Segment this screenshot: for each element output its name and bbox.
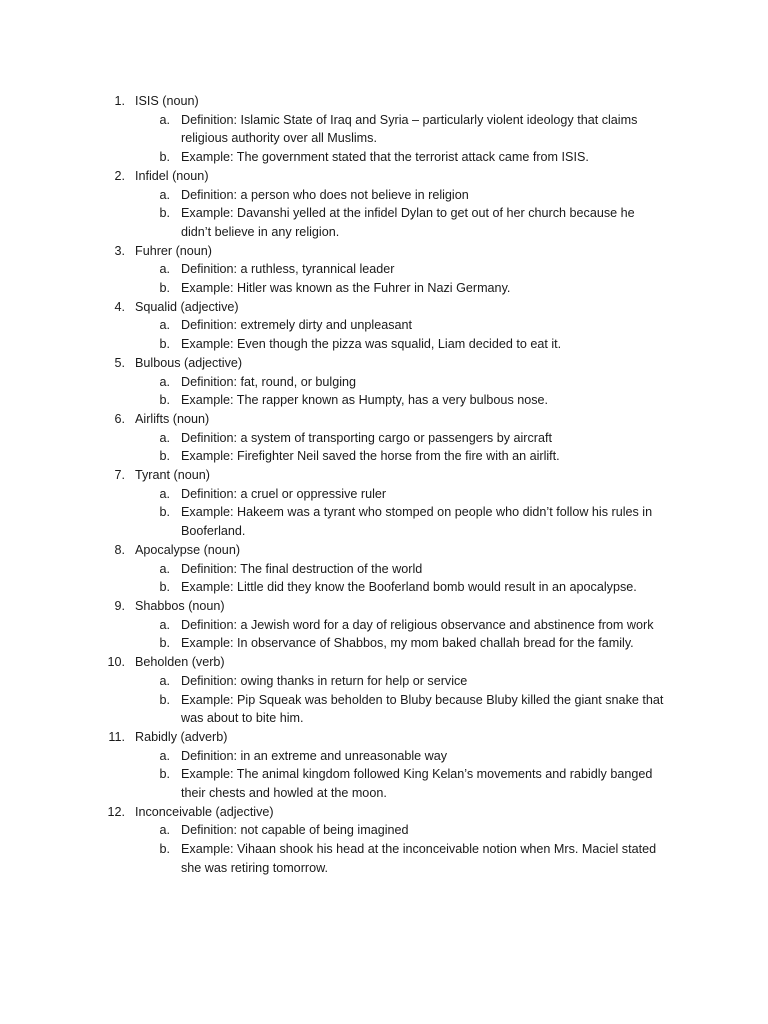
definition-row (0, 260, 768, 279)
definition-text: Definition: a system of transporting cargo or passengers by aircraft (181, 430, 552, 445)
term-row (0, 728, 768, 747)
vocab-entry (0, 354, 768, 410)
term-row (0, 354, 768, 373)
definition-text: Definition: The final destruction of the world (181, 561, 423, 576)
example-row (0, 148, 768, 167)
definition-row (0, 616, 768, 635)
definition-row (0, 429, 768, 448)
example-label: b. (159, 449, 170, 464)
example-text: Example: The government stated that the terrorist attack came from ISIS. (181, 150, 589, 165)
example-row (0, 840, 768, 877)
entry-number: 1. (114, 94, 125, 108)
term-text: Tyrant (noun) (135, 468, 210, 483)
example-text: Example: Davanshi yelled at the infidel Dylan to get out of her church because he didn’t believe in any religion. (181, 206, 635, 239)
vocab-entry (0, 803, 768, 878)
definition-text: Definition: fat, round, or bulging (181, 374, 357, 389)
term-text: Squalid (adjective) (135, 299, 239, 314)
term-row (0, 803, 768, 822)
definition-label: a. (159, 617, 170, 632)
example-text: Example: The animal kingdom followed King Kelan’s movements and rabidly banged their chests and howled at the moon. (181, 767, 653, 801)
definition-text: Definition: a person who does not believe in religion (181, 187, 469, 202)
term-row (0, 92, 768, 111)
example-row (0, 335, 768, 354)
term-text: Shabbos (noun) (135, 598, 225, 613)
example-text: Example: Hitler was known as the Fuhrer in Nazi Germany. (181, 281, 511, 296)
example-label: b. (159, 636, 170, 651)
definition-row (0, 485, 768, 504)
example-row (0, 279, 768, 298)
definition-text: Definition: not capable of being imagined (181, 823, 409, 838)
entry-number: 5. (114, 355, 125, 370)
term-text: Infidel (noun) (135, 168, 209, 183)
term-row (0, 167, 768, 186)
term-text: Apocalypse (noun) (135, 542, 241, 557)
term-text: Inconceivable (adjective) (135, 804, 274, 819)
term-row (0, 653, 768, 672)
entry-number: 4. (114, 299, 125, 314)
vocab-entry (0, 597, 768, 653)
vocab-entry (0, 92, 768, 167)
definition-label: a. (159, 187, 170, 202)
example-text: Example: In observance of Shabbos, my mom baked challah bread for the family. (181, 636, 634, 651)
example-label: b. (159, 150, 170, 165)
term-row (0, 541, 768, 560)
definition-label: a. (159, 262, 170, 277)
example-text: Example: The rapper known as Humpty, has a very bulbous nose. (181, 393, 549, 408)
example-label: b. (159, 842, 170, 857)
vocab-entry (0, 466, 768, 541)
entry-number: 10. (107, 655, 125, 670)
entry-number: 12. (107, 804, 125, 819)
definition-label: a. (159, 561, 170, 576)
example-row (0, 391, 768, 410)
vocabulary-list (0, 92, 768, 878)
definition-text: Definition: a cruel or oppressive ruler (181, 486, 387, 501)
example-text: Example: Hakeem was a tyrant who stomped on people who didn’t follow his rules in Booferland. (181, 505, 653, 539)
term-row (0, 298, 768, 317)
vocab-entry (0, 653, 768, 728)
definition-row (0, 560, 768, 579)
definition-label: a. (159, 112, 170, 127)
definition-label: a. (159, 486, 170, 501)
definition-label: a. (159, 318, 170, 333)
entry-number: 9. (114, 598, 125, 613)
definition-text: Definition: owing thanks in return for help or service (181, 673, 468, 688)
example-row (0, 765, 768, 802)
example-text: Example: Even though the pizza was squalid, Liam decided to eat it. (181, 337, 562, 352)
term-text: Beholden (verb) (135, 655, 225, 670)
entry-number: 2. (114, 168, 125, 183)
definition-row (0, 672, 768, 691)
example-label: b. (159, 393, 170, 408)
entry-number: 6. (114, 411, 125, 426)
definition-label: a. (159, 748, 170, 763)
example-label: b. (159, 505, 170, 520)
example-row (0, 634, 768, 653)
term-text: Rabidly (adverb) (135, 729, 228, 744)
term-row (0, 410, 768, 429)
term-text: Airlifts (noun) (135, 411, 210, 426)
term-row (0, 597, 768, 616)
example-text: Example: Pip Squeak was beholden to Bluby because Bluby killed the giant snake that was about to bite him. (181, 692, 664, 726)
example-label: b. (159, 767, 170, 782)
term-text: ISIS (noun) (135, 94, 199, 108)
definition-row (0, 821, 768, 840)
definition-label: a. (159, 430, 170, 445)
definition-row (0, 111, 768, 148)
entry-number: 7. (114, 468, 125, 483)
vocab-entry (0, 410, 768, 466)
example-row (0, 204, 768, 241)
definition-row (0, 186, 768, 205)
example-label: b. (159, 281, 170, 296)
term-row (0, 466, 768, 485)
definition-row (0, 316, 768, 335)
example-label: b. (159, 580, 170, 595)
entry-number: 8. (114, 542, 125, 557)
vocab-entry (0, 541, 768, 597)
term-text: Fuhrer (noun) (135, 243, 212, 258)
example-label: b. (159, 692, 170, 707)
definition-label: a. (159, 673, 170, 688)
vocab-entry (0, 167, 768, 242)
definition-text: Definition: a ruthless, tyrannical leader (181, 262, 395, 277)
definition-row (0, 373, 768, 392)
definition-label: a. (159, 374, 170, 389)
example-text: Example: Vihaan shook his head at the inconceivable notion when Mrs. Maciel stated she was retiring tomorrow. (181, 842, 657, 875)
term-text: Bulbous (adjective) (135, 355, 243, 370)
vocab-entry (0, 242, 768, 298)
example-row (0, 503, 768, 540)
example-label: b. (159, 337, 170, 352)
example-label: b. (159, 206, 170, 221)
example-row (0, 691, 768, 728)
definition-text: Definition: a Jewish word for a day of religious observance and abstinence from work (181, 617, 654, 632)
definition-text: Definition: extremely dirty and unpleasant (181, 318, 413, 333)
example-row (0, 578, 768, 597)
definition-text: Definition: in an extreme and unreasonable way (181, 748, 448, 763)
vocab-entry (0, 298, 768, 354)
term-row (0, 242, 768, 261)
example-text: Example: Firefighter Neil saved the horse from the fire with an airlift. (181, 449, 560, 464)
entry-number: 11. (108, 729, 125, 744)
definition-row (0, 747, 768, 766)
vocab-entry (0, 728, 768, 803)
definition-text: Definition: Islamic State of Iraq and Syria – particularly violent ideology that claims religious authority over all Muslims. (181, 112, 638, 146)
entry-number: 3. (114, 243, 125, 258)
definition-label: a. (159, 823, 170, 838)
example-row (0, 447, 768, 466)
example-text: Example: Little did they know the Booferland bomb would result in an apocalypse. (181, 580, 637, 595)
